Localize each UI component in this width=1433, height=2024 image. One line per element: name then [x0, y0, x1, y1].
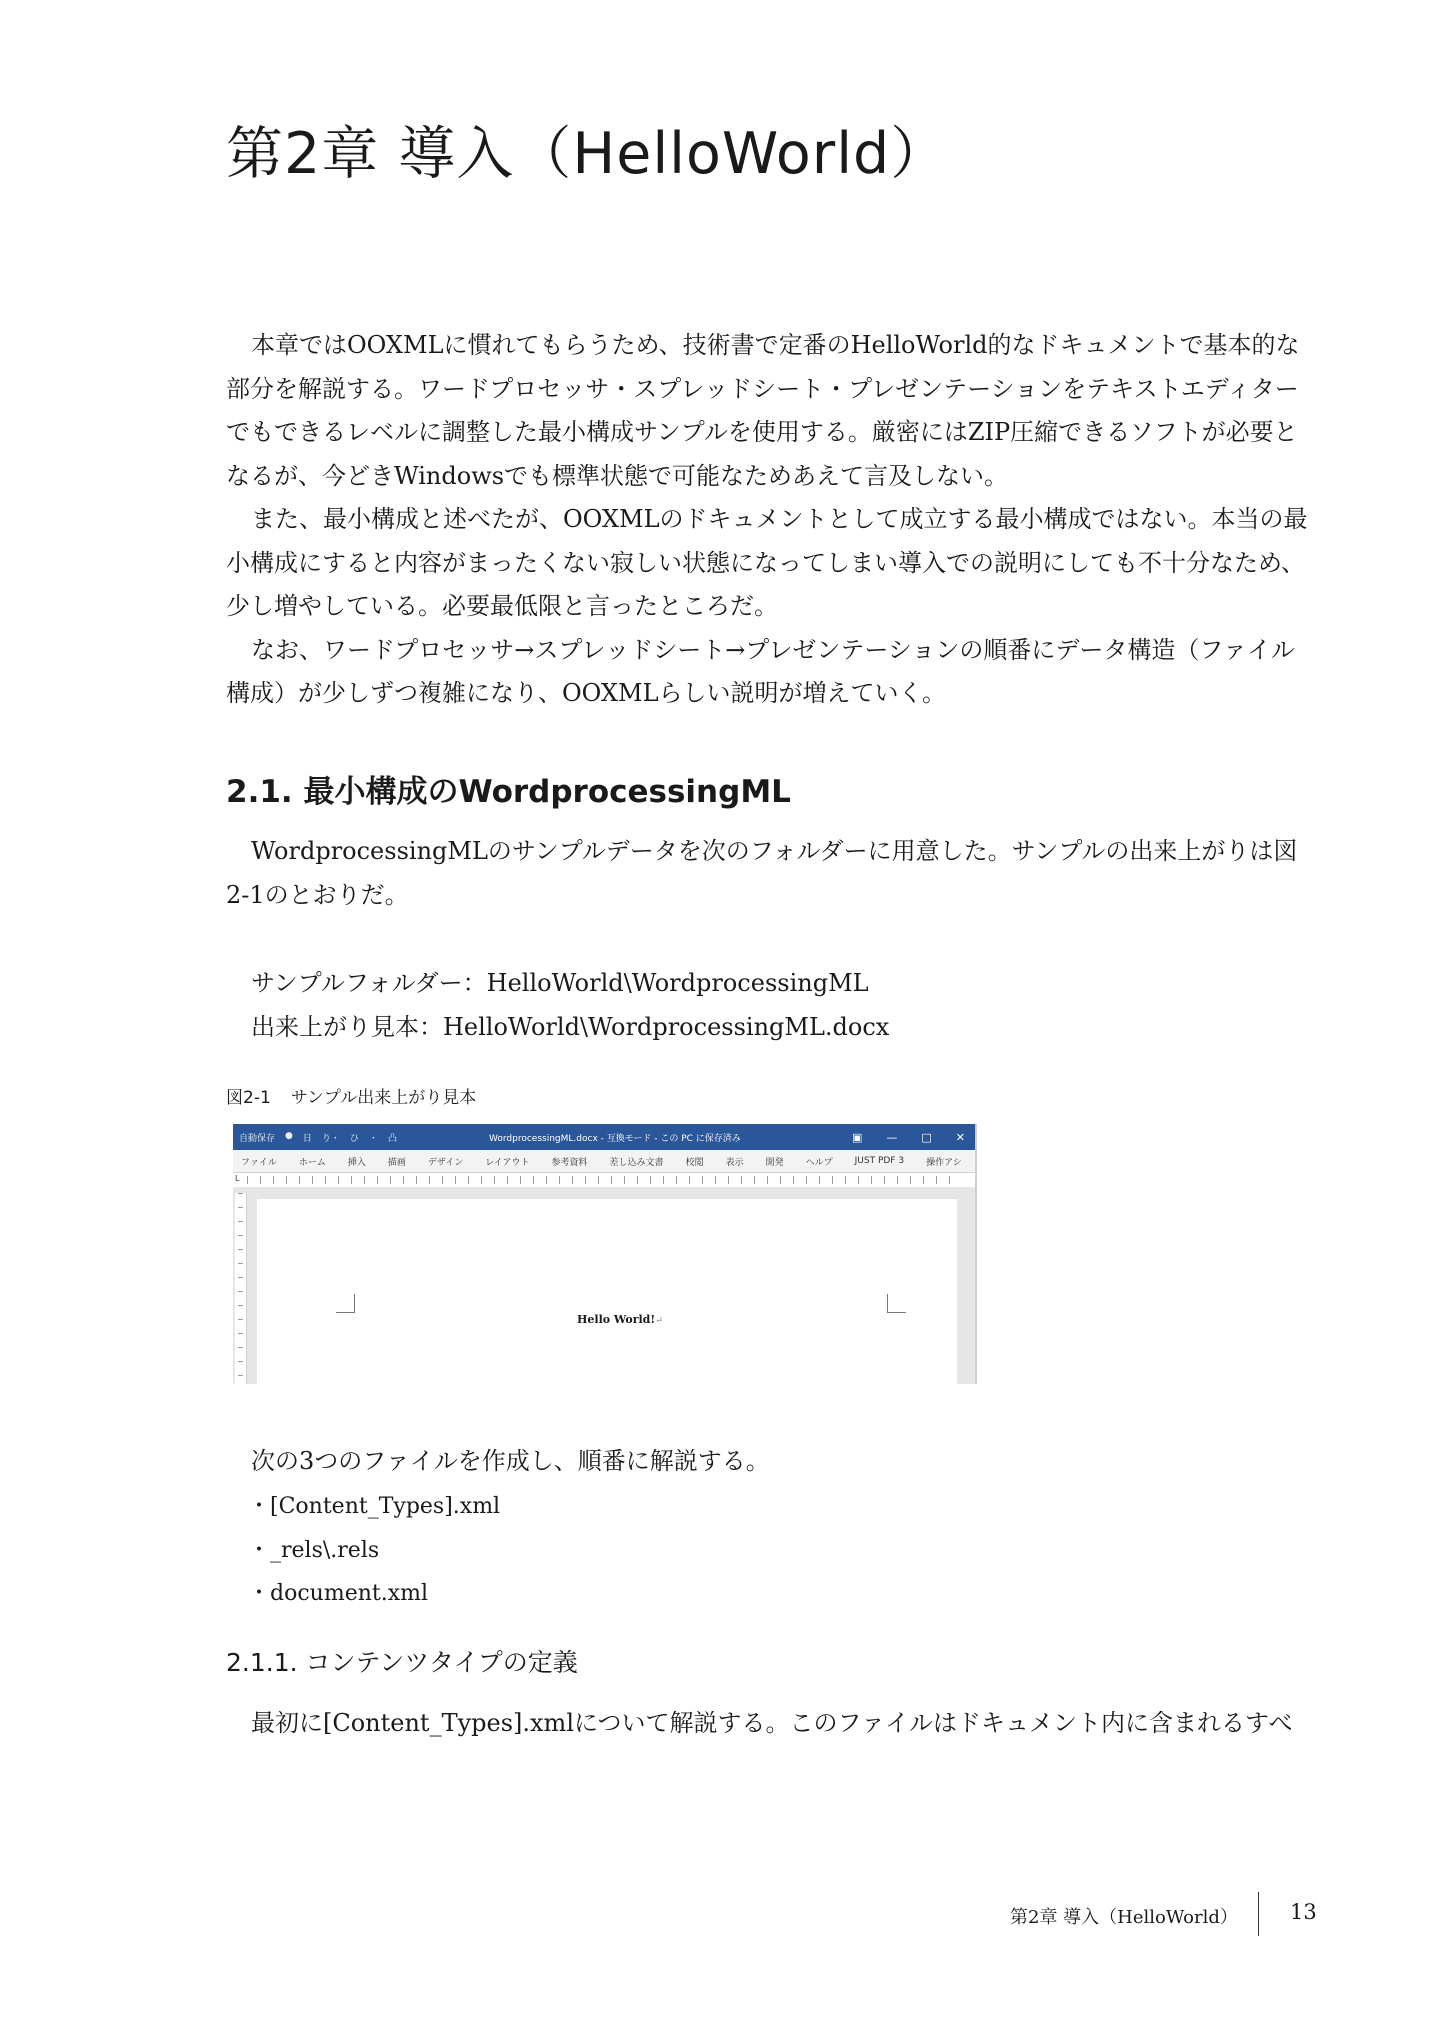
intro-paragraph: また、最小構成と述べたが、OOXMLのドキュメントとして成立する最小構成ではない。本当の最小構成にすると内容がまったくない寂しい状態になってしまい導入での説明にしても不十分なため、少し増やしている。必要最低限と言ったところだ。 — [226, 505, 1308, 620]
intro-paragraph: 本章ではOOXMLに慣れてもらうため、技術書で定番のHelloWorld的なドキュメントで基本的な部分を解説する。ワードプロセッサ・スプレッドシート・プレゼンテーションをテキストエディターでもできるレベルに調整した最小構成サンプルを使用する。厳密にはZIP圧縮できるソフトが必要となるが、今どきWindowsでも標準状態で可能なためあえて言及しない。 — [226, 331, 1300, 490]
tab-stop-selector: L — [235, 1174, 240, 1183]
hello-world-text: Hello World! — [577, 1313, 656, 1326]
ribbon-tab: ファイル — [241, 1157, 277, 1168]
ribbon-tab: 描画 — [387, 1157, 406, 1168]
ribbon-tab: ヘルプ — [805, 1157, 833, 1168]
chapter-title: 第2章 導入（HelloWorld） — [226, 121, 949, 187]
vertical-ruler — [235, 1193, 247, 1384]
figure-caption — [226, 1083, 476, 1108]
customize-icon: ・ — [368, 1133, 378, 1144]
ribbon-tab: 表示 — [725, 1157, 744, 1168]
paragraph-mark-icon: ↵ — [655, 1316, 663, 1326]
list-item: ・ _rels\.rels — [248, 1529, 500, 1573]
maximize-icon: □ — [921, 1130, 932, 1144]
ribbon-tab: 開発 — [765, 1157, 784, 1168]
footer-divider — [1258, 1892, 1259, 1936]
save-icon: 日 — [302, 1133, 312, 1144]
ribbon-tab: JUST PDF 3 — [854, 1156, 905, 1166]
ribbon-tab: 差し込み文書 — [609, 1157, 664, 1168]
section-paragraph-text: WordprocessingMLのサンプルデータを次のフォルダーに用意した。サンプルの出来上がりは図2-1のとおりだ。 — [226, 837, 1298, 909]
ribbon-tab: 挿入 — [347, 1157, 366, 1168]
redo-icon: ひ — [349, 1133, 359, 1144]
sample-result-line: 出来上がり見本：HelloWorld\WordprocessingML.docx — [251, 1012, 890, 1041]
figure-number: 図2-1 — [226, 1088, 271, 1108]
file-list — [248, 1485, 500, 1616]
list-item: ・ document.xml — [248, 1572, 500, 1616]
ruler-ticks — [247, 1176, 961, 1184]
chapter-intro — [226, 324, 1316, 716]
ribbon-tab: デザイン — [427, 1157, 464, 1168]
undo-icon: り・ — [321, 1133, 340, 1144]
autosave-label: 自動保存 — [239, 1133, 276, 1144]
sample-folder-line: サンプルフォルダー：HelloWorld\WordprocessingML — [251, 969, 869, 997]
autosave-toggle-icon: ● — [285, 1130, 293, 1141]
ribbon-tab: ホーム — [298, 1157, 326, 1168]
list-item: ・ [Content_Types].xml — [248, 1485, 500, 1529]
ribbon-tab: レイアウト — [485, 1157, 530, 1168]
window-controls — [852, 1124, 965, 1150]
word-document-area — [233, 1187, 975, 1384]
margin-corner-mark-right — [887, 1294, 906, 1313]
subsection-title: 2.1.1. コンテンツタイプの定義 — [226, 1648, 578, 1677]
word-document-title: WordprocessingML.docx - 互換モード - この PC に保存済み — [489, 1133, 741, 1144]
word-title-bar — [233, 1124, 975, 1150]
page-number: 13 — [1290, 1900, 1317, 1924]
margin-corner-mark-left — [336, 1294, 355, 1313]
ribbon-display-icon: ▣ — [851, 1130, 863, 1144]
vertical-ruler-ticks — [238, 1193, 243, 1384]
ribbon-tab: 操作アシ — [926, 1157, 962, 1168]
quick-access-toolbar — [239, 1131, 459, 1144]
word-ribbon-tabs — [233, 1150, 975, 1173]
ribbon-tab: 参考資料 — [551, 1157, 588, 1168]
section-title: 2.1. 最小構成のWordprocessingML — [226, 774, 791, 810]
intro-paragraph: なお、ワードプロセッサ→スプレッドシート→プレゼンテーションの順番にデータ構造（ファイル構成）が少しずつ複雑になり、OOXMLらしい説明が増えていく。 — [226, 635, 1295, 707]
running-footer-chapter: 第2章 導入（HelloWorld） — [1010, 1907, 1238, 1928]
horizontal-ruler — [233, 1173, 975, 1188]
files-intro: 次の3つのファイルを作成し、順番に解説する。 — [251, 1447, 770, 1475]
print-icon: 凸 — [387, 1133, 397, 1144]
word-page — [257, 1199, 957, 1384]
word-screenshot-figure — [233, 1124, 977, 1384]
subsection-paragraph: 最初に[Content_Types].xmlについて解説する。このファイルはドキュメント内に含まれるすべ — [251, 1709, 1293, 1737]
close-icon: ✕ — [955, 1130, 965, 1144]
sample-location-lines — [251, 962, 889, 1049]
section-paragraph — [226, 830, 1316, 917]
figure-caption-text: サンプル出来上がり見本 — [290, 1088, 477, 1108]
ribbon-tab: 校閲 — [685, 1157, 704, 1168]
word-document-text — [577, 1313, 663, 1326]
minimize-icon: — — [886, 1130, 898, 1144]
